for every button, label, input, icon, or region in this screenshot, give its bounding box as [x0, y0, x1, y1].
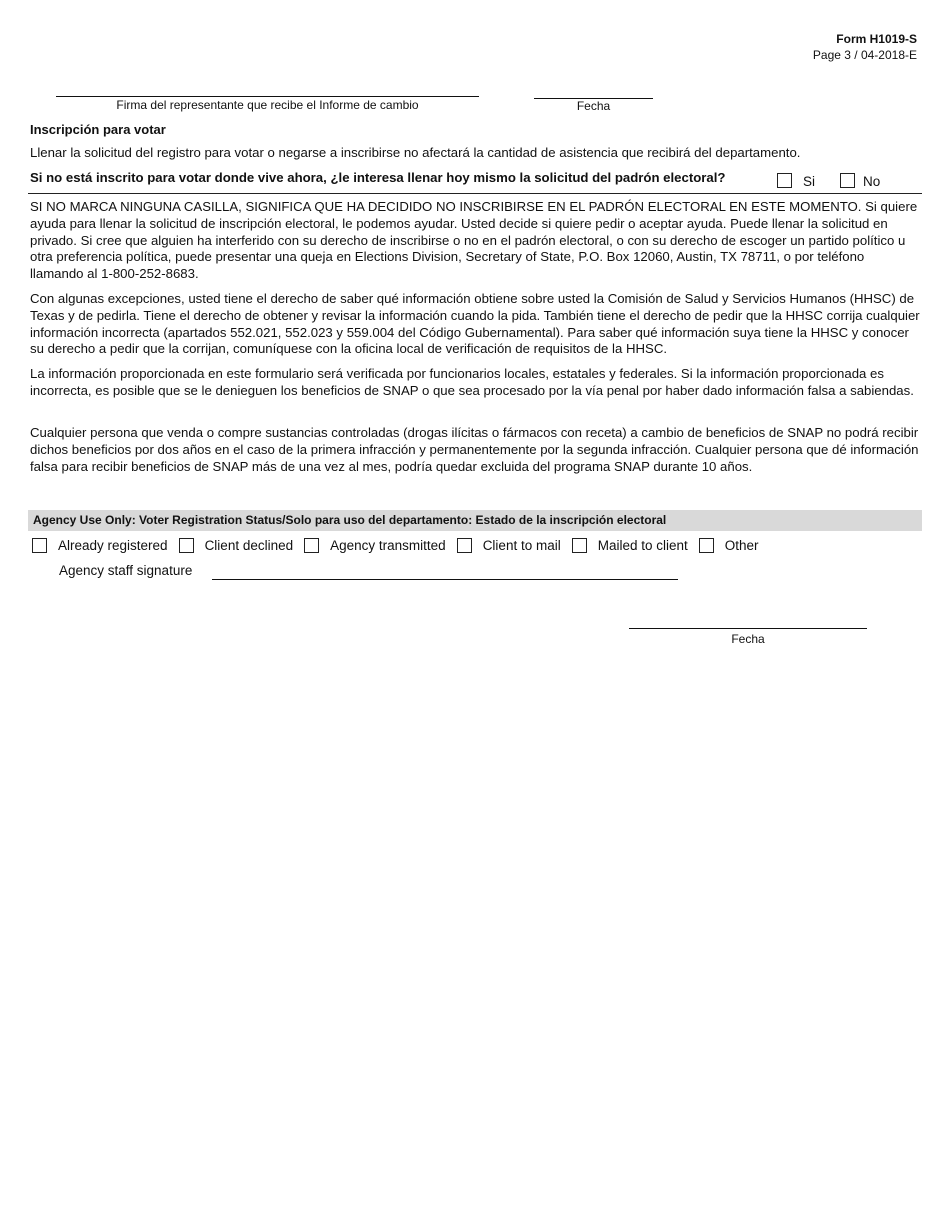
- verification-paragraph: La información proporcionada en este formulario será verificada por funcionarios locales, estatales y federales. Si la información proporcionada es incorrecta, es posible que se le denieguen los beneficios de SNAP o que sea procesado por la vía penal por haber dado información falsa a sabiendas.: [30, 366, 914, 398]
- mailed-to-client-checkbox[interactable]: [572, 538, 587, 553]
- rep-signature-line[interactable]: [56, 96, 479, 97]
- snap-penalty-paragraph: Cualquier persona que venda o compre sustancias controladas (drogas ilícitas o fármacos con receta) a cambio de beneficios de SNAP no podrá recibir dichos beneficios por dos años en el caso de la primera infracción y permanentemente por la segunda infracción. Cualquier persona que dé información falsa para recibir beneficios de SNAP más de una vez al mes, podría quedar excluida del programa SNAP durante 10 años.: [30, 425, 919, 474]
- page-info: Page 3 / 04-2018-E: [812, 48, 917, 62]
- already-registered-checkbox[interactable]: [32, 538, 47, 553]
- yes-checkbox[interactable]: [777, 173, 792, 188]
- agency-staff-signature-label: Agency staff signature: [59, 563, 193, 578]
- voter-notice: SI NO MARCA NINGUNA CASILLA, SIGNIFICA QUE HA DECIDIDO NO INSCRIBIRSE EN EL PADRÓN ELECTORAL EN ESTE MOMENTO. Si quiere ayuda para llenar la solicitud de inscripción electoral, le podemos ayudar. Usted decide si quiere pedir o aceptar ayuda. Puede llenar la solicitud en privado. Si cree que alguien ha interferido con su derecho de inscribirse o no en el padrón electoral, o con su derecho de escoger un partido político u otra preferencia política, puede presentar una queja en Elections Division, Secretary of State, P.O. Box 12060, Austin, TX 78711, o por teléfono llamando al 1-800-252-8683.: [30, 199, 918, 282]
- option-client-to-mail[interactable]: [457, 538, 561, 553]
- no-label: No: [863, 174, 881, 189]
- voter-intro: Llenar la solicitud del registro para votar o negarse a inscribirse no afectará la cantidad de asistencia que recibirá del departamento.: [30, 145, 801, 160]
- other-label: Other: [724, 538, 759, 553]
- option-mailed-to-client[interactable]: [572, 538, 688, 553]
- voter-heading: Inscripción para votar: [30, 122, 166, 137]
- form-number: Form H1019-S: [836, 32, 917, 46]
- option-other[interactable]: [699, 538, 759, 553]
- no-checkbox[interactable]: [840, 173, 855, 188]
- option-already-registered[interactable]: [32, 538, 168, 553]
- agency-use-header: Agency Use Only: Voter Registration Status/Solo para uso del departamento: Estado de la inscripción electoral: [28, 510, 922, 531]
- yes-label: Si: [803, 174, 816, 189]
- already-registered-label: Already registered: [58, 538, 168, 553]
- rep-signature-label: Firma del representante que recibe el Informe de cambio: [116, 98, 419, 112]
- option-agency-transmitted[interactable]: [304, 538, 446, 553]
- other-checkbox[interactable]: [699, 538, 714, 553]
- section-divider: [28, 193, 922, 194]
- rep-date-label: Fecha: [576, 99, 611, 113]
- agency-transmitted-label: Agency transmitted: [330, 538, 446, 553]
- option-client-declined[interactable]: [179, 538, 294, 553]
- client-declined-label: Client declined: [204, 538, 294, 553]
- client-to-mail-checkbox[interactable]: [457, 538, 472, 553]
- final-date-line[interactable]: [629, 628, 867, 629]
- hhsc-info-paragraph: Con algunas excepciones, usted tiene el derecho de saber qué información obtiene sobre usted la Comisión de Salud y Servicios Humanos (HHSC) de Texas y de pedirla. Tiene el derecho de obtener y revisar la información cuando la pida. También tiene el derecho de pedir que la HHSC corrija cualquier información incorrecta (apartados 552.021, 552.023 y 559.004 del Código Gubernamental). Para saber qué información suya tiene la HHSC y conocer su derecho a pedir que la corrijan, comuníquese con la oficina local de verificación de requisitos de la HHSC.: [30, 291, 920, 357]
- client-to-mail-label: Client to mail: [482, 538, 561, 553]
- client-declined-checkbox[interactable]: [179, 538, 194, 553]
- voter-question: Si no está inscrito para votar donde vive ahora, ¿le interesa llenar hoy mismo la solicitud del padrón electoral?: [30, 170, 726, 185]
- agency-transmitted-checkbox[interactable]: [304, 538, 319, 553]
- mailed-to-client-label: Mailed to client: [597, 538, 688, 553]
- agency-staff-signature-line[interactable]: [212, 579, 678, 580]
- agency-status-options: [32, 538, 770, 553]
- final-date-label: Fecha: [731, 632, 765, 646]
